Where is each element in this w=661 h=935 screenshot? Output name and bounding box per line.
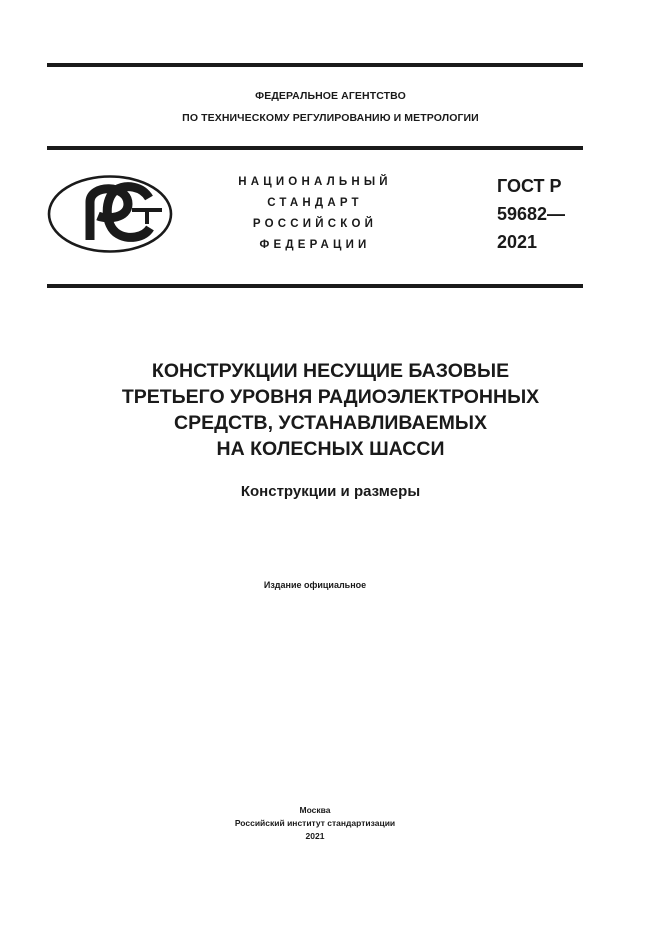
document-title-line-4: НА КОЛЕСНЫХ ШАССИ [216,438,445,460]
standard-type-line-1: НАЦИОНАЛЬНЫЙ [238,176,392,188]
gost-r-certification-mark-icon [46,174,174,254]
edition-label: Издание официальное [263,580,367,590]
agency-name-line-2: ПО ТЕХНИЧЕСКОМУ РЕГУЛИРОВАНИЮ И МЕТРОЛОГИИ [182,112,479,124]
agency-name-line-1: ФЕДЕРАЛЬНОЕ АГЕНТСТВО [255,90,406,102]
standard-type-line-4: ФЕДЕРАЦИИ [259,239,371,251]
gost-designation-line-3: 2021 [497,232,538,252]
document-subtitle: Конструкции и размеры [240,483,421,500]
document-title-line-1: КОНСТРУКЦИИ НЕСУЩИЕ БАЗОВЫЕ [151,360,510,382]
header-divider [47,146,583,150]
standard-type-block [220,172,410,256]
imprint-year: 2021 [305,831,325,841]
standard-type-line-2: СТАНДАРТ [267,197,363,209]
imprint-city: Москва [299,805,331,815]
gost-designation [497,172,565,256]
standard-type-line-3: РОССИЙСКОЙ [252,218,378,230]
imprint-publisher: Российский институт стандартизации [234,818,396,828]
title-divider [47,284,583,288]
gost-designation-line-2: 59682— [497,204,566,224]
document-title-line-2: ТРЕТЬЕГО УРОВНЯ РАДИОЭЛЕКТРОННЫХ [121,386,540,408]
imprint-block [0,804,630,843]
document-title-line-3: СРЕДСТВ, УСТАНАВЛИВАЕМЫХ [174,412,487,434]
document-title [0,358,661,462]
top-divider [47,63,583,67]
gost-designation-line-1: ГОСТ Р [497,176,562,196]
